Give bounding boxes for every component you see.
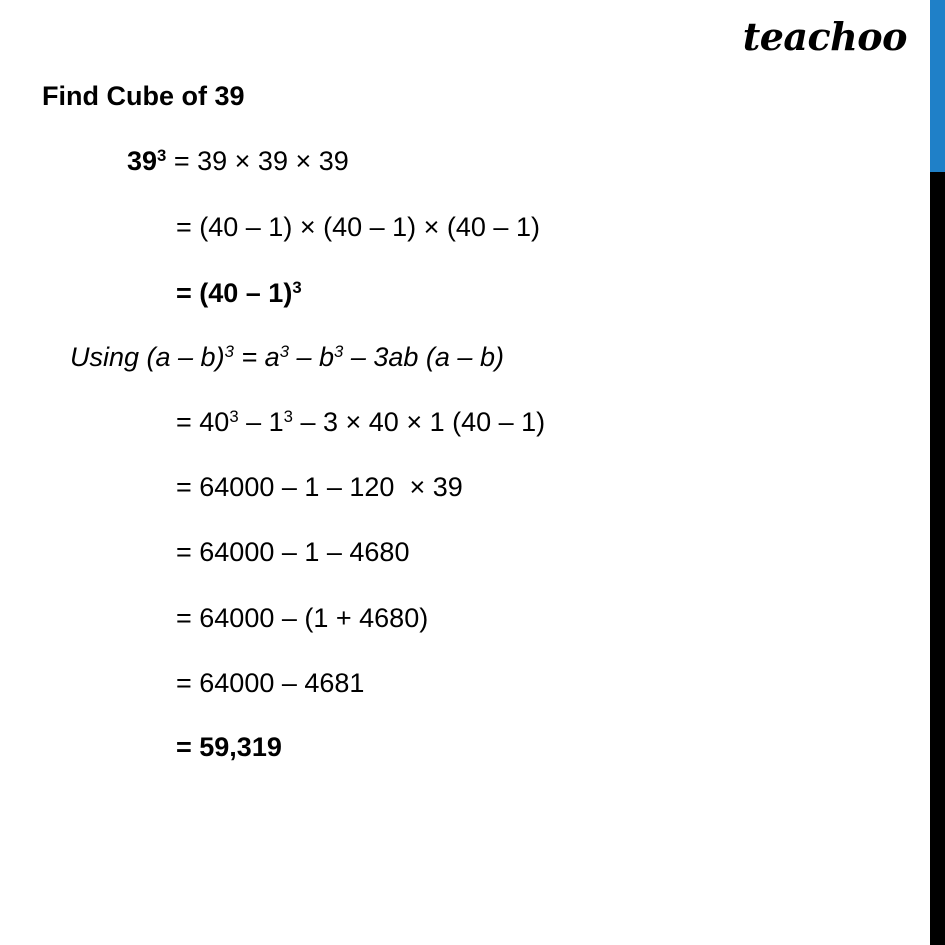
binomial-text: = (40 – 1)	[176, 278, 293, 308]
identity-exponent: 3	[224, 341, 234, 361]
identity-line	[70, 341, 504, 372]
identity-part: – b	[289, 342, 335, 372]
cube-base: 39	[127, 146, 158, 176]
cube-product: = 39 × 39 × 39	[166, 146, 349, 176]
cube-exponent: 3	[157, 145, 167, 165]
right-sidebar-bar	[930, 0, 945, 945]
substitute-part: = 40	[176, 407, 230, 437]
step-substitute	[176, 406, 546, 437]
substitute-part: – 3 × 40 × 1 (40 – 1)	[292, 407, 546, 437]
teachoo-logo: teachoo	[742, 14, 907, 59]
identity-part: – 3ab (a – b)	[343, 342, 504, 372]
substitute-exponent: 3	[229, 406, 239, 426]
step-compute-1: = 64000 – 1 – 120 × 39	[176, 472, 463, 502]
step-compute-2: = 64000 – 1 – 4680	[176, 537, 410, 567]
step-binomial-cube	[176, 277, 302, 308]
final-result: = 59,319	[176, 732, 282, 762]
question-heading: Find Cube of 39	[42, 81, 245, 111]
sidebar-accent	[930, 0, 945, 172]
step-compute-3: = 64000 – (1 + 4680)	[176, 603, 429, 633]
identity-exponent: 3	[334, 341, 344, 361]
step-cube-expansion	[127, 145, 349, 176]
identity-part: Using (a – b)	[70, 342, 225, 372]
identity-exponent: 3	[279, 341, 289, 361]
substitute-part: – 1	[238, 407, 284, 437]
binomial-exponent: 3	[292, 277, 302, 297]
step-compute-4: = 64000 – 4681	[176, 668, 365, 698]
step-rewrite: = (40 – 1) × (40 – 1) × (40 – 1)	[176, 212, 540, 242]
substitute-exponent: 3	[283, 406, 293, 426]
identity-part: = a	[233, 342, 280, 372]
